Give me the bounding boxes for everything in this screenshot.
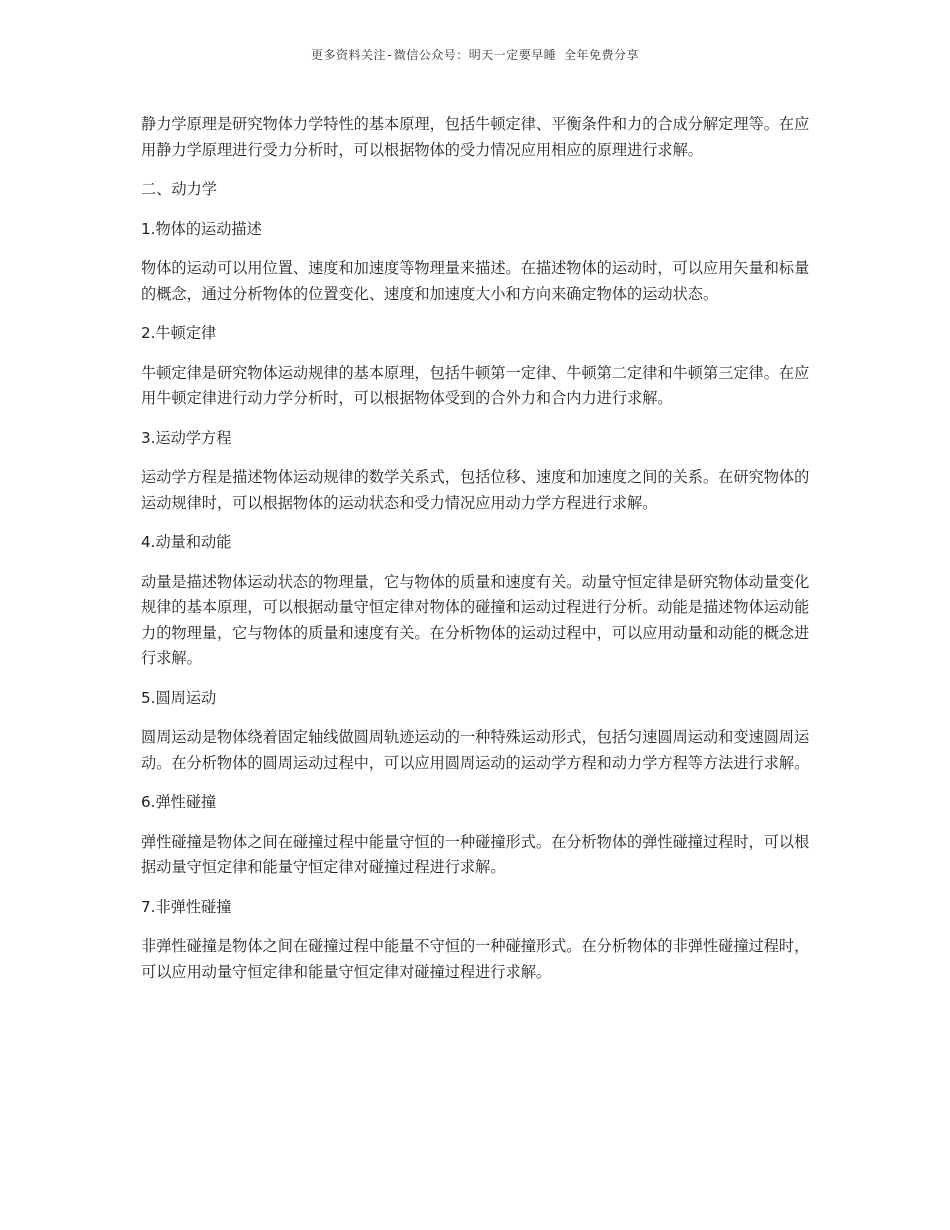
subheading-motion-description: 1.物体的运动描述 bbox=[141, 219, 262, 238]
paragraph-circular-motion: 圆周运动是物体绕着固定轴线做圆周轨迹运动的一种特殊运动形式，包括匀速圆周运动和变速圆周运动。在分析物体的圆周运动过程中，可以应用圆周运动的运动学方程和动力学方程等方法进行求解。 bbox=[141, 728, 810, 772]
page-header: 更多资料关注-微信公众号：明天一定要早睡 全年免费分享 bbox=[311, 48, 639, 62]
section-heading-dynamics: 二、动力学 bbox=[141, 180, 217, 198]
paragraph-elastic-collision: 弹性碰撞是物体之间在碰撞过程中能量守恒的一种碰撞形式。在分析物体的弹性碰撞过程时，可以根据动量守恒定律和能量守恒定律对碰撞过程进行求解。 bbox=[141, 832, 810, 876]
paragraph-momentum-energy: 动量是描述物体运动状态的物理量，它与物体的质量和速度有关。动量守恒定律是研究物体动量变化规律的基本原理，可以根据动量守恒定律对物体的碰撞和运动过程进行分析。动能是描述物体运动能力的物理量，它与物体的质量和速度有关。在分析物体的运动过程中，可以应用动量和动能的概念进行求解。 bbox=[141, 572, 810, 667]
subheading-elastic-collision: 6.弹性碰撞 bbox=[141, 793, 217, 811]
subheading-kinematic-equations: 3.运动学方程 bbox=[141, 428, 232, 447]
paragraph-newton-laws: 牛顿定律是研究物体运动规律的基本原理，包括牛顿第一定律、牛顿第二定律和牛顿第三定律。在应用牛顿定律进行动力学分析时，可以根据物体受到的合外力和合内力进行求解。 bbox=[141, 363, 810, 407]
paragraph-motion-description: 物体的运动可以用位置、速度和加速度等物理量来描述。在描述物体的运动时，可以应用矢量和标量的概念，通过分析物体的位置变化、速度和加速度大小和方向来确定物体的运动状态。 bbox=[141, 259, 810, 303]
subheading-circular-motion: 5.圆周运动 bbox=[141, 688, 217, 707]
paragraph-inelastic-collision: 非弹性碰撞是物体之间在碰撞过程中能量不守恒的一种碰撞形式。在分析物体的非弹性碰撞过程时，可以应用动量守恒定律和能量守恒定律对碰撞过程进行求解。 bbox=[141, 937, 810, 981]
document-body bbox=[141, 112, 821, 999]
paragraph-statics-principle: 静力学原理是研究物体力学特性的基本原理，包括牛顿定律、平衡条件和力的合成分解定理等。在应用静力学原理进行受力分析时，可以根据物体的受力情况应用相应的原理进行求解。 bbox=[141, 115, 810, 159]
paragraph-kinematic-equations: 运动学方程是描述物体运动规律的数学关系式，包括位移、速度和加速度之间的关系。在研究物体的运动规律时，可以根据物体的运动状态和受力情况应用动力学方程进行求解。 bbox=[141, 468, 810, 512]
subheading-momentum-energy: 4.动量和动能 bbox=[141, 533, 232, 551]
subheading-inelastic-collision: 7.非弹性碰撞 bbox=[141, 897, 232, 916]
subheading-newton-laws: 2.牛顿定律 bbox=[141, 324, 217, 342]
